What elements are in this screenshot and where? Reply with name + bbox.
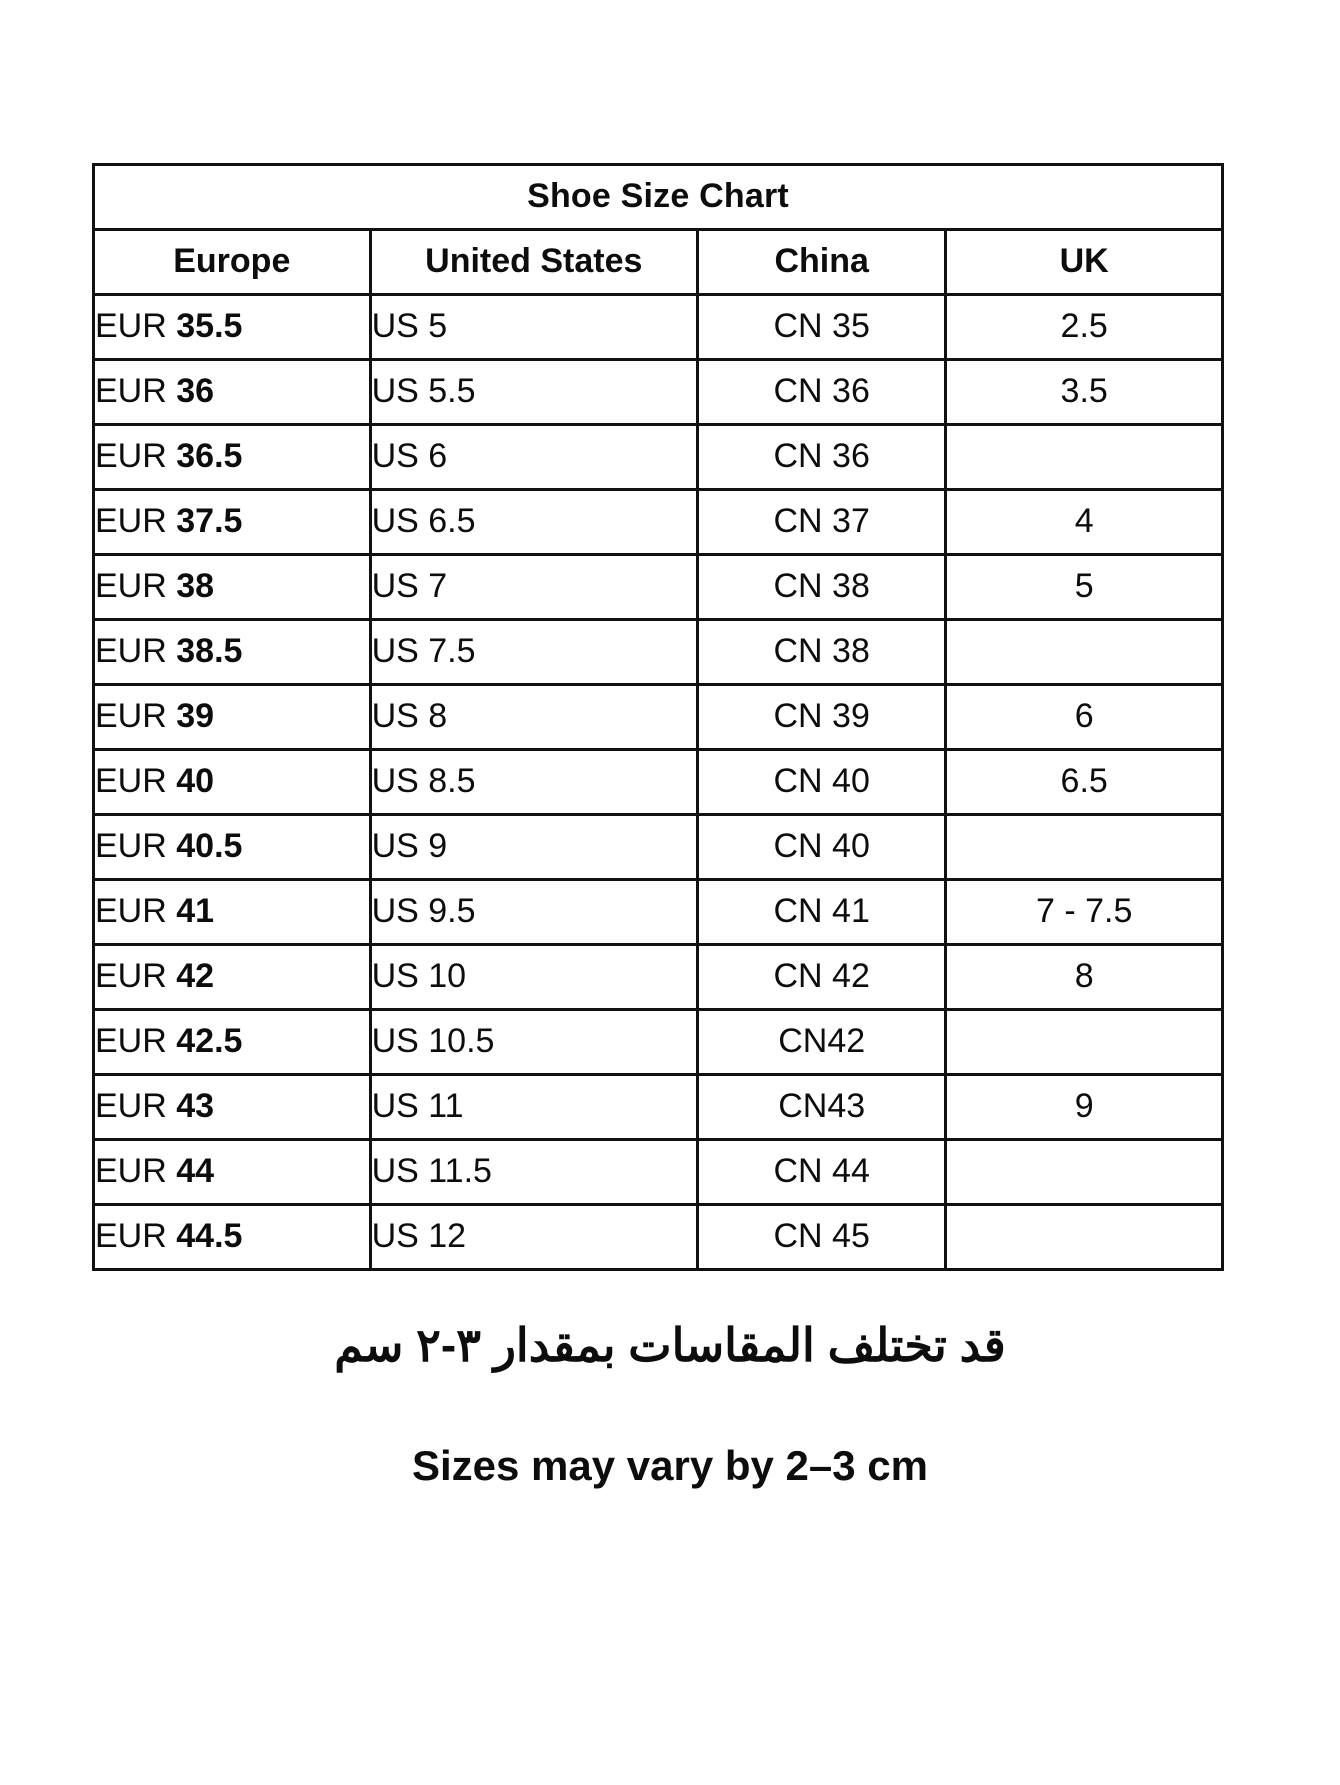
europe-prefix: EUR	[95, 697, 167, 736]
cell-united-states: US 7.5	[370, 620, 697, 685]
table-body	[94, 295, 1223, 1270]
table-row	[94, 295, 1223, 360]
table-row	[94, 1205, 1223, 1270]
cell-uk	[946, 620, 1223, 685]
cell-uk	[946, 1205, 1223, 1270]
cell-uk: 4	[946, 490, 1223, 555]
cell-uk: 7 - 7.5	[946, 880, 1223, 945]
table-header-row	[94, 230, 1223, 295]
cell-united-states: US 8.5	[370, 750, 697, 815]
cell-europe	[94, 360, 371, 425]
europe-prefix: EUR	[95, 762, 167, 801]
cell-uk	[946, 1010, 1223, 1075]
europe-prefix: EUR	[95, 567, 167, 606]
cell-china: CN 45	[698, 1205, 946, 1270]
europe-size: 35.5	[176, 307, 243, 346]
cell-uk	[946, 1140, 1223, 1205]
cell-china: CN 44	[698, 1140, 946, 1205]
cell-china: CN 40	[698, 750, 946, 815]
size-chart-table	[92, 163, 1224, 1271]
table-row	[94, 360, 1223, 425]
cell-united-states: US 6.5	[370, 490, 697, 555]
cell-uk: 9	[946, 1075, 1223, 1140]
europe-prefix: EUR	[95, 372, 167, 411]
cell-united-states: US 8	[370, 685, 697, 750]
chart-title: Shoe Size Chart	[94, 165, 1223, 230]
cell-uk: 6	[946, 685, 1223, 750]
cell-europe	[94, 1205, 371, 1270]
column-header-china: China	[698, 230, 946, 295]
europe-size: 41	[176, 892, 215, 931]
cell-china: CN 35	[698, 295, 946, 360]
europe-size: 36	[176, 372, 215, 411]
cell-china: CN 40	[698, 815, 946, 880]
cell-europe	[94, 685, 371, 750]
cell-uk: 8	[946, 945, 1223, 1010]
europe-prefix: EUR	[95, 1022, 167, 1061]
cell-europe	[94, 880, 371, 945]
cell-uk	[946, 815, 1223, 880]
cell-united-states: US 7	[370, 555, 697, 620]
cell-europe	[94, 425, 371, 490]
table-row	[94, 945, 1223, 1010]
cell-china: CN 36	[698, 425, 946, 490]
europe-prefix: EUR	[95, 502, 167, 541]
cell-united-states: US 9.5	[370, 880, 697, 945]
cell-europe	[94, 295, 371, 360]
cell-united-states: US 5.5	[370, 360, 697, 425]
europe-prefix: EUR	[95, 827, 167, 866]
cell-china: CN 42	[698, 945, 946, 1010]
europe-size: 38.5	[176, 632, 243, 671]
cell-uk: 2.5	[946, 295, 1223, 360]
cell-united-states: US 11.5	[370, 1140, 697, 1205]
europe-size: 42.5	[176, 1022, 243, 1061]
europe-size: 40.5	[176, 827, 243, 866]
cell-europe	[94, 815, 371, 880]
europe-size: 38	[176, 567, 215, 606]
table-row	[94, 880, 1223, 945]
shoe-size-chart	[92, 163, 1224, 1271]
cell-europe	[94, 750, 371, 815]
column-header-europe: Europe	[94, 230, 371, 295]
europe-prefix: EUR	[95, 1152, 167, 1191]
europe-prefix: EUR	[95, 632, 167, 671]
table-row	[94, 1075, 1223, 1140]
europe-size: 37.5	[176, 502, 243, 541]
europe-prefix: EUR	[95, 437, 167, 476]
column-header-uk: UK	[946, 230, 1223, 295]
europe-prefix: EUR	[95, 892, 167, 931]
europe-size: 40	[176, 762, 215, 801]
cell-china: CN42	[698, 1010, 946, 1075]
cell-europe	[94, 1140, 371, 1205]
cell-china: CN 39	[698, 685, 946, 750]
table-row	[94, 1140, 1223, 1205]
cell-united-states: US 5	[370, 295, 697, 360]
table-row	[94, 490, 1223, 555]
cell-uk	[946, 425, 1223, 490]
cell-uk: 5	[946, 555, 1223, 620]
cell-china: CN 37	[698, 490, 946, 555]
cell-united-states: US 6	[370, 425, 697, 490]
europe-prefix: EUR	[95, 1217, 167, 1256]
table-row	[94, 815, 1223, 880]
europe-prefix: EUR	[95, 957, 167, 996]
cell-united-states: US 11	[370, 1075, 697, 1140]
europe-size: 42	[176, 957, 215, 996]
europe-prefix: EUR	[95, 1087, 167, 1126]
cell-china: CN 41	[698, 880, 946, 945]
table-row	[94, 685, 1223, 750]
europe-size: 44	[176, 1152, 215, 1191]
note-arabic: قد تختلف المقاسات بمقدار ٣-٢ سم	[334, 1319, 1006, 1371]
table-row	[94, 750, 1223, 815]
table-row	[94, 620, 1223, 685]
cell-china: CN 38	[698, 620, 946, 685]
cell-united-states: US 12	[370, 1205, 697, 1270]
table-row	[94, 1010, 1223, 1075]
cell-united-states: US 10	[370, 945, 697, 1010]
cell-united-states: US 10.5	[370, 1010, 697, 1075]
europe-size: 43	[176, 1087, 215, 1126]
cell-europe	[94, 620, 371, 685]
europe-size: 39	[176, 697, 215, 736]
note-english: Sizes may vary by 2–3 cm	[411, 1442, 929, 1489]
cell-europe	[94, 945, 371, 1010]
europe-prefix: EUR	[95, 307, 167, 346]
cell-united-states: US 9	[370, 815, 697, 880]
cell-europe	[94, 1075, 371, 1140]
cell-uk: 3.5	[946, 360, 1223, 425]
table-title-row	[94, 165, 1223, 230]
europe-size: 44.5	[176, 1217, 243, 1256]
table-row	[94, 555, 1223, 620]
cell-europe	[94, 490, 371, 555]
cell-china: CN43	[698, 1075, 946, 1140]
cell-china: CN 36	[698, 360, 946, 425]
table-row	[94, 425, 1223, 490]
cell-europe	[94, 1010, 371, 1075]
cell-uk: 6.5	[946, 750, 1223, 815]
column-header-united-states: United States	[370, 230, 697, 295]
europe-size: 36.5	[176, 437, 243, 476]
cell-china: CN 38	[698, 555, 946, 620]
cell-europe	[94, 555, 371, 620]
